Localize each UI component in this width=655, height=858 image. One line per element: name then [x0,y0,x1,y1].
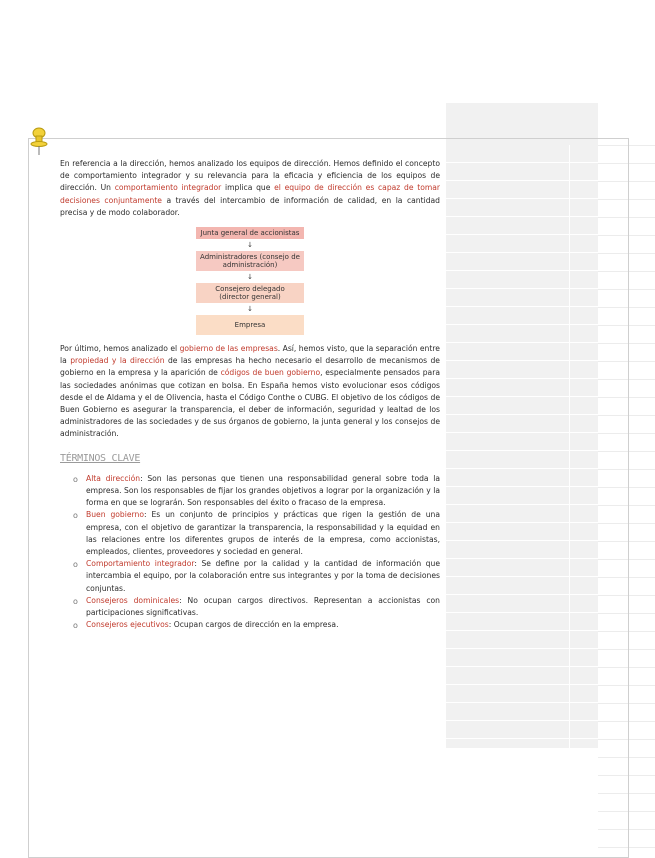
term-name: Buen gobierno [86,510,144,520]
flow-arrow-icon: ↓ [247,241,253,250]
gov-text-2: . Así, hemos visto, que la separación entre la [60,344,440,366]
gov-text-3: de las empresas ha hecho necesario el desarrollo de mecanismos de gobierno en la empresa y la aparición de [60,356,440,378]
bullet-icon: o [73,511,78,521]
term-definition: : Es un conjunto de principios y prácticas que rigen la gestión de una empresa, con el objetivo de garantizar la transparencia, la responsabilidad y la equidad en las relaciones entre los diferentes grupos de interés de la empresa, como accionistas, empleados, clientes, proveedores y sociedad en general. [86,510,440,557]
flow-arrow-icon: ↓ [247,273,253,282]
flow-arrow-icon: ↓ [247,305,253,314]
intro-highlight-1: comportamiento integrador [114,183,222,193]
gov-highlight-1: gobierno de las empresas [179,344,278,354]
list-item [73,619,440,631]
gov-highlight-2: propiedad y la dirección [70,356,165,366]
bullet-icon: o [73,621,78,631]
term-definition: : Son las personas que tienen una responsabilidad general sobre toda la empresa. Son los responsables de fijar los grandes objetivos a lograr por la organización y la forma en que se lograrán. Son responsables del éxito o fracaso de la empresa. [86,473,441,508]
term-name: Consejeros ejecutivos [86,620,169,630]
intro-text-3: a través del intercambio de información de calidad, en la cantidad precisa y de modo colaborador. [60,195,440,217]
flow-box-company: Empresa [196,315,304,335]
pushpin-icon[interactable] [28,126,50,156]
key-terms-list [60,473,440,632]
governance-paragraph [60,343,440,441]
gov-highlight-3: códigos de buen gobierno [220,368,321,378]
bullet-icon: o [73,474,78,484]
list-item [73,473,441,510]
intro-text-2: implica que [221,183,275,193]
list-item [73,595,440,619]
term-name: Comportamiento integrador [86,559,195,569]
intro-paragraph [60,158,440,219]
key-terms-heading: TÉRMINOS CLAVE [60,452,141,464]
term-definition: : Ocupan cargos de dirección en la empresa. [168,620,339,630]
bullet-icon: o [73,560,78,570]
gov-text-1: Por último, hemos analizado el [60,344,180,354]
intro-text-1: En referencia a la dirección, hemos analizado los equipos de dirección. Hemos definido el concepto de comportamiento integrador y su relevancia para la eficacia y eficiencia de los equipos de dirección. Un [60,159,440,193]
flow-box-administrators: Administradores (consejo de administración) [196,251,304,271]
term-name: Consejeros dominicales [86,595,180,605]
list-item [73,558,440,595]
bullet-icon: o [73,596,78,606]
intro-highlight-2: el equipo de dirección es capaz de tomar decisiones conjuntamente [60,183,441,205]
gov-text-4: , especialmente pensados para las sociedades anónimas que cotizan en bolsa. En España hemos visto evolucionar esos códigos desde el de Aldama y el de Olivencia, hasta el Código Conthe o CUBG. El objetivo de los códigos de Buen Gobierno es asegurar la transparencia, el deber de información, seguridad y lealtad de los administradores de las sociedades y de sus órganos de gobierno, la junta general y los consejos de administración. [60,368,440,439]
term-name: Alta dirección [86,473,141,483]
document-content [60,158,440,631]
term-definition: : No ocupan cargos directivos. Representan a accionistas con participaciones significativas. [86,595,440,618]
flow-box-shareholders: Junta general de accionistas [196,227,304,239]
flow-box-ceo: Consejero delegado (director general) [196,283,304,303]
governance-flow-diagram [196,227,304,335]
term-definition: : Se define por la calidad y la cantidad de información que intercambia el equipo, por la colaboración entre sus integrantes y por la toma de decisiones conjuntas. [86,559,440,593]
list-item [73,509,440,558]
